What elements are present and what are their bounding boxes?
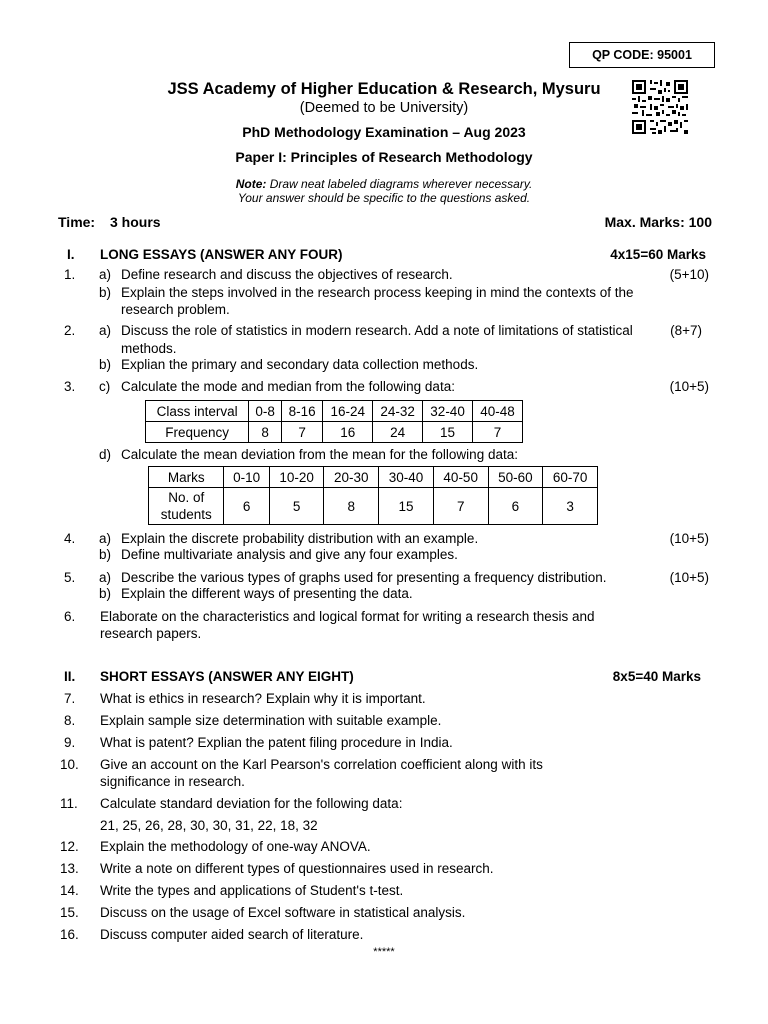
q6-row [0, 608, 768, 626]
q2-a-text-2: methods. [121, 341, 177, 356]
table-cell: 6 [224, 488, 269, 525]
q2-a-label: a) [99, 323, 112, 338]
q11-num: 11. [60, 796, 78, 811]
q6-text-2: research papers. [100, 626, 202, 641]
q3-d-label: d) [99, 447, 112, 462]
table-cell: Class interval [146, 401, 249, 422]
table-cell: 0-8 [249, 401, 282, 422]
q14-num: 14. [60, 883, 79, 898]
q2-b-label: b) [99, 357, 112, 372]
list-item [0, 838, 768, 856]
q11-text: Calculate standard deviation for the following data: [100, 796, 403, 811]
table-cell: 10-20 [269, 467, 324, 488]
table-cell: 24 [373, 422, 423, 443]
instructions-note [0, 177, 768, 205]
q7-text: What is ethics in research? Explain why it is important. [100, 691, 426, 706]
note-line-1: Draw neat labeled diagrams wherever necessary. [266, 177, 533, 191]
paper-title: Paper I: Principles of Research Methodology [235, 149, 533, 165]
q3-c-row [0, 378, 768, 396]
q4-a-text: Explain the discrete probability distribution with an example. [121, 531, 479, 546]
q1-b-row-2 [0, 301, 768, 319]
table-cell: 32-40 [423, 401, 473, 422]
table-cell: Frequency [146, 422, 249, 443]
table-cell: 15 [379, 488, 434, 525]
table-cell: 50-60 [488, 467, 543, 488]
table-cell-line-1: No. of [168, 490, 205, 505]
q4-a-label: a) [99, 531, 112, 546]
deemed-subtitle: (Deemed to be University) [299, 100, 469, 116]
q1-b-text: Explain the steps involved in the research process keeping in mind the contexts of the [121, 285, 634, 300]
table-cell: 24-32 [373, 401, 423, 422]
institution-title: JSS Academy of Higher Education & Research, Mysuru [167, 80, 601, 98]
q4-num: 4. [64, 531, 76, 546]
table-cell: 8 [249, 422, 282, 443]
section-2-num: II. [64, 669, 76, 684]
end-marker: ***** [373, 946, 395, 958]
list-item [0, 756, 768, 774]
q2-a-text: Discuss the role of statistics in modern research. Add a note of limitations of statistical [121, 323, 633, 338]
table-row [146, 401, 523, 422]
section-1-num: I. [67, 247, 75, 262]
q3-c-text: Calculate the mode and median from the following data: [121, 379, 455, 394]
q15-num: 15. [60, 905, 79, 920]
q13-num: 13. [60, 861, 79, 876]
table-cell-line-2: students [160, 507, 212, 522]
q6-text: Elaborate on the characteristics and logical format for writing a research thesis and [100, 609, 595, 624]
list-item [0, 926, 768, 944]
qp-code-box [569, 42, 715, 68]
meta-row [0, 214, 768, 232]
q1-a-label: a) [99, 267, 112, 282]
table-cell: 30-40 [379, 467, 434, 488]
q2-a-row [0, 322, 768, 340]
table-cell: 15 [423, 422, 473, 443]
q1-marks: (5+10) [669, 267, 709, 282]
list-item [0, 882, 768, 900]
q3-d-row [0, 446, 768, 464]
table-cell: 5 [269, 488, 324, 525]
table-cell: 7 [473, 422, 523, 443]
q3-c-label: c) [99, 379, 111, 394]
table-row [149, 488, 598, 525]
max-marks: Max. Marks: 100 [604, 214, 712, 230]
q12-text: Explain the methodology of one-way ANOVA. [100, 839, 371, 854]
q10-num: 10. [60, 757, 79, 772]
q2-num: 2. [64, 323, 76, 338]
table-cell: 40-50 [433, 467, 488, 488]
q6-num: 6. [64, 609, 76, 624]
list-item [0, 904, 768, 922]
q16-num: 16. [60, 927, 79, 942]
q1-b-label: b) [99, 285, 112, 300]
qp-code: QP CODE: 95001 [592, 48, 692, 62]
list-item [0, 734, 768, 752]
q4-b-label: b) [99, 547, 112, 562]
q1-b-row [0, 284, 768, 302]
table-cell: 40-48 [473, 401, 523, 422]
q2-b-row [0, 356, 768, 374]
table-cell: 7 [433, 488, 488, 525]
q4-marks: (10+5) [669, 531, 709, 546]
q3-d-text: Calculate the mean deviation from the mean for the following data: [121, 447, 518, 462]
q5-b-text: Explain the different ways of presenting the data. [121, 586, 413, 601]
exam-title: PhD Methodology Examination – Aug 2023 [242, 124, 526, 140]
table-cell [149, 488, 224, 525]
marks-table [148, 466, 598, 525]
q8-text: Explain sample size determination with suitable example. [100, 713, 442, 728]
q3-num: 3. [64, 379, 76, 394]
q5-marks: (10+5) [669, 570, 709, 585]
q14-text: Write the types and applications of Student's t-test. [100, 883, 404, 898]
table-cell: 8-16 [281, 401, 322, 422]
list-item-continued [0, 773, 768, 791]
frequency-table [145, 400, 523, 443]
table-cell: 20-30 [324, 467, 379, 488]
q12-num: 12. [60, 839, 79, 854]
q1-num: 1. [64, 267, 76, 282]
section-1-header [0, 246, 768, 264]
q2-marks: (8+7) [670, 323, 702, 338]
table-cell: 3 [543, 488, 598, 525]
q5-b-label: b) [99, 586, 112, 601]
q8-num: 8. [64, 713, 76, 728]
time-value: 3 hours [110, 214, 161, 230]
table-row [149, 467, 598, 488]
q4-b-row [0, 546, 768, 564]
q1-b-text-2: research problem. [121, 302, 230, 317]
q15-text: Discuss on the usage of Excel software in statistical analysis. [100, 905, 466, 920]
table-cell: Marks [149, 467, 224, 488]
list-item [0, 712, 768, 730]
q5-b-row [0, 585, 768, 603]
q13-text: Write a note on different types of questionnaires used in research. [100, 861, 494, 876]
table-cell: 16 [323, 422, 373, 443]
section-1-title: LONG ESSAYS (ANSWER ANY FOUR) [100, 247, 343, 262]
table-cell: 8 [324, 488, 379, 525]
table-cell: 0-10 [224, 467, 269, 488]
q7-num: 7. [64, 691, 76, 706]
section-2-header [0, 668, 768, 686]
q10-text-2: significance in research. [100, 774, 245, 789]
table-cell: 16-24 [323, 401, 373, 422]
q1-a-text: Define research and discuss the objectives of research. [121, 267, 453, 282]
q1-a-row [0, 266, 768, 284]
list-item [0, 860, 768, 878]
table-cell: 60-70 [543, 467, 598, 488]
note-line-2: Your answer should be specific to the questions asked. [237, 191, 531, 205]
table-cell: 6 [488, 488, 543, 525]
q5-a-label: a) [99, 570, 112, 585]
q10-text: Give an account on the Karl Pearson's correlation coefficient along with its [100, 757, 543, 772]
list-item-continued [0, 817, 768, 835]
q4-b-text: Define multivariate analysis and give any four examples. [121, 547, 458, 562]
q6-row-2 [0, 625, 768, 643]
q16-text: Discuss computer aided search of literature. [100, 927, 364, 942]
q11-data: 21, 25, 26, 28, 30, 30, 31, 22, 18, 32 [100, 818, 318, 833]
table-cell: 7 [281, 422, 322, 443]
table-row [146, 422, 523, 443]
q2-b-text: Explian the primary and secondary data collection methods. [121, 357, 479, 372]
q3-marks: (10+5) [669, 379, 709, 394]
section-2-marks: 8x5=40 Marks [612, 669, 701, 684]
time-label: Time: [58, 214, 96, 230]
list-item [0, 795, 768, 813]
section-2-title: SHORT ESSAYS (ANSWER ANY EIGHT) [100, 669, 354, 684]
q9-num: 9. [64, 735, 76, 750]
q5-num: 5. [64, 570, 76, 585]
section-1-marks: 4x15=60 Marks [610, 247, 706, 262]
list-item [0, 690, 768, 708]
q9-text: What is patent? Explian the patent filing procedure in India. [100, 735, 453, 750]
note-label: Note: [235, 177, 267, 191]
q5-a-text: Describe the various types of graphs used for presenting a frequency distribution. [121, 570, 607, 585]
